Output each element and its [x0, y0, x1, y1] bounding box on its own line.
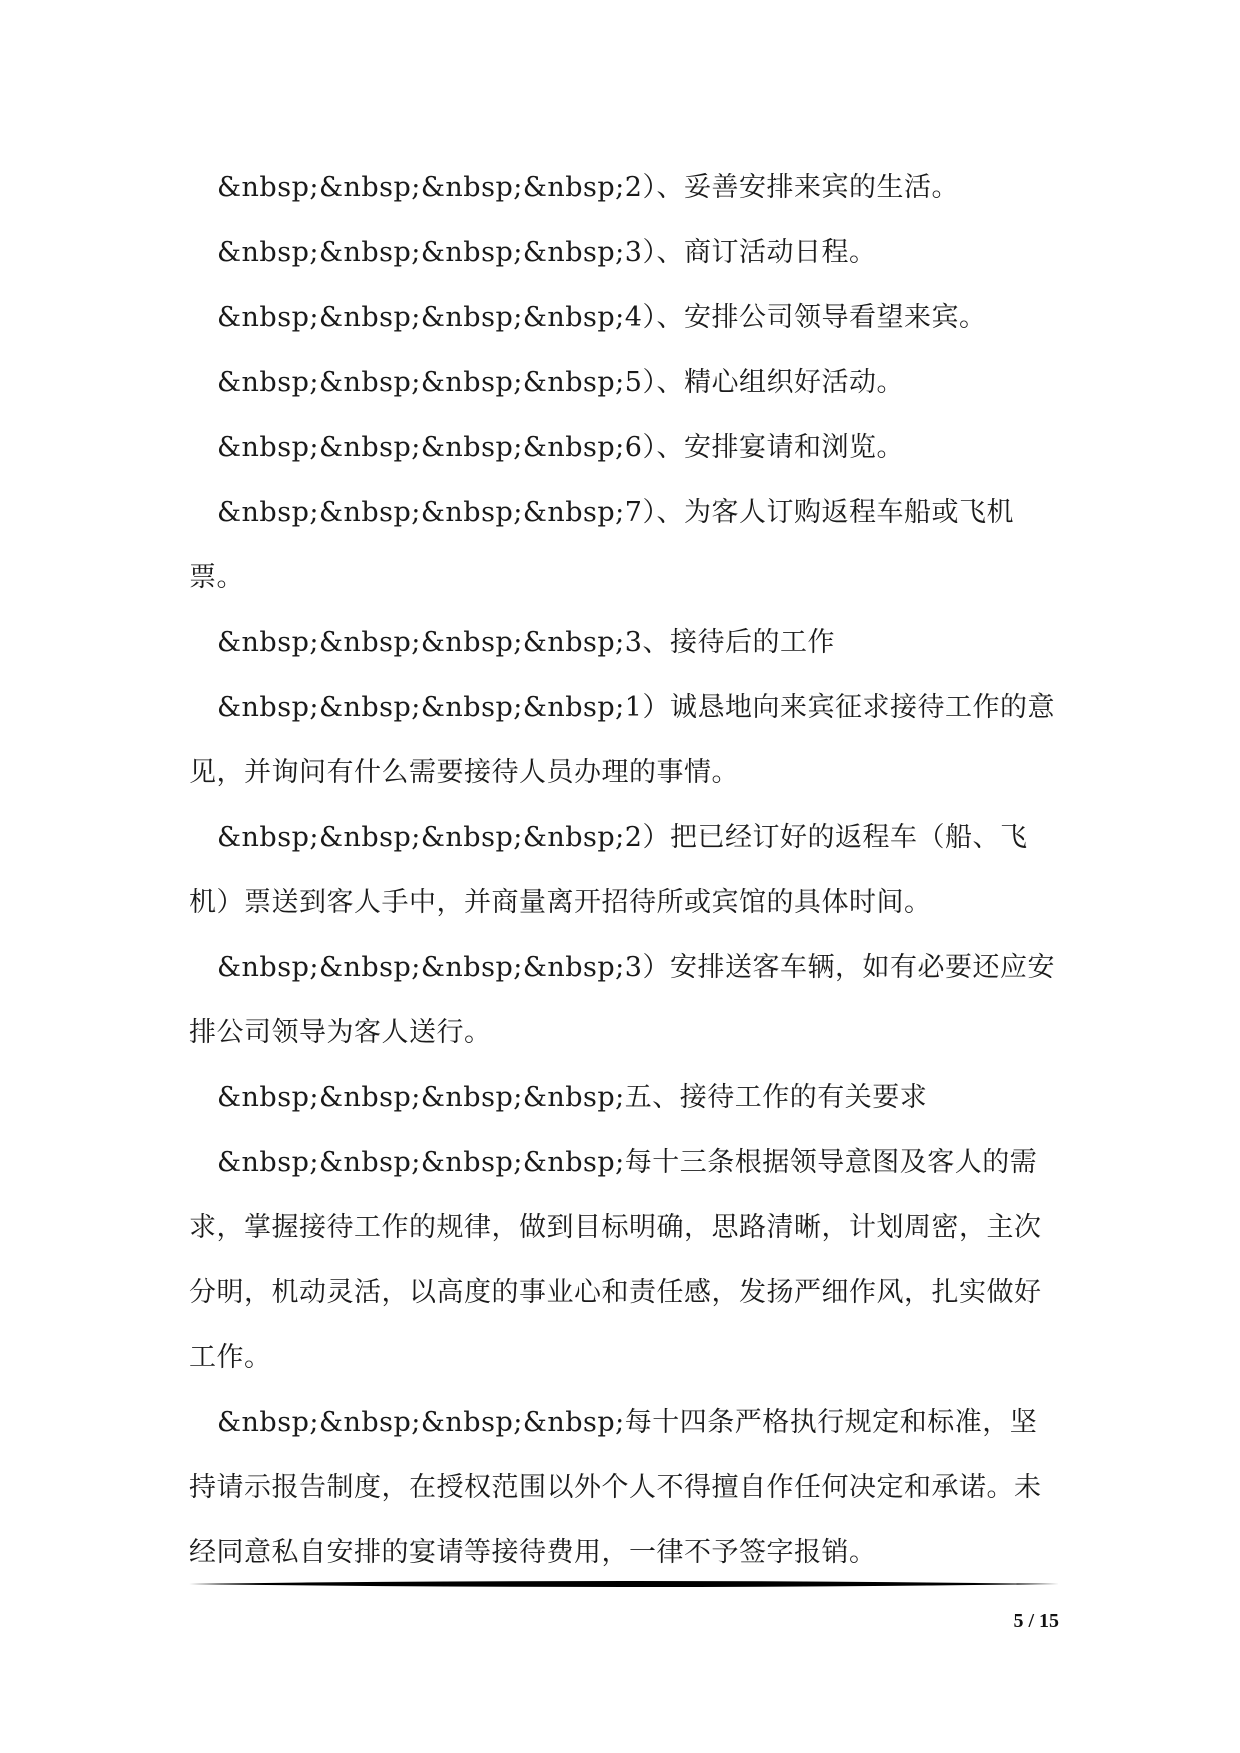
page-number: 5 / 15	[1013, 1610, 1059, 1632]
paragraph: &nbsp;&nbsp;&nbsp;&nbsp;3）、商订活动日程。	[217, 237, 877, 268]
paragraph: &nbsp;&nbsp;&nbsp;&nbsp;1）诚恳地向来宾征求接待工作的意见，并询问有什么需要接待人员办理的事情。	[189, 692, 1055, 788]
paragraph: &nbsp;&nbsp;&nbsp;&nbsp;3）安排送客车辆，如有必要还应安排公司领导为客人送行。	[189, 952, 1055, 1048]
section-heading: &nbsp;&nbsp;&nbsp;&nbsp;3、接待后的工作	[217, 627, 835, 658]
document-body	[189, 155, 1059, 1585]
paragraph: &nbsp;&nbsp;&nbsp;&nbsp;4）、安排公司领导看望来宾。	[217, 302, 987, 333]
section-heading: &nbsp;&nbsp;&nbsp;&nbsp;五、接待工作的有关要求	[217, 1082, 928, 1113]
paragraph: &nbsp;&nbsp;&nbsp;&nbsp;5）、精心组织好活动。	[217, 367, 904, 398]
paragraph: &nbsp;&nbsp;&nbsp;&nbsp;每十三条根据领导意图及客人的需求，掌握接待工作的规律，做到目标明确，思路清晰，计划周密，主次分明，机动灵活，以高度的事业心和责任感，发扬严细作风，扎实做好工作。	[189, 1147, 1042, 1373]
footer-divider	[189, 1578, 1059, 1590]
paragraph: &nbsp;&nbsp;&nbsp;&nbsp;7）、为客人订购返程车船或飞机票。	[189, 497, 1014, 593]
paragraph: &nbsp;&nbsp;&nbsp;&nbsp;每十四条严格执行规定和标准，坚持请示报告制度，在授权范围以外个人不得擅自作任何决定和承诺。未经同意私自安排的宴请等接待费用，一律不予签字报销。	[189, 1407, 1042, 1568]
paragraph: &nbsp;&nbsp;&nbsp;&nbsp;2）把已经订好的返程车（船、飞机）票送到客人手中，并商量离开招待所或宾馆的具体时间。	[189, 822, 1028, 918]
paragraph: &nbsp;&nbsp;&nbsp;&nbsp;6）、安排宴请和浏览。	[217, 432, 904, 463]
paragraph: &nbsp;&nbsp;&nbsp;&nbsp;2）、妥善安排来宾的生活。	[217, 172, 959, 203]
